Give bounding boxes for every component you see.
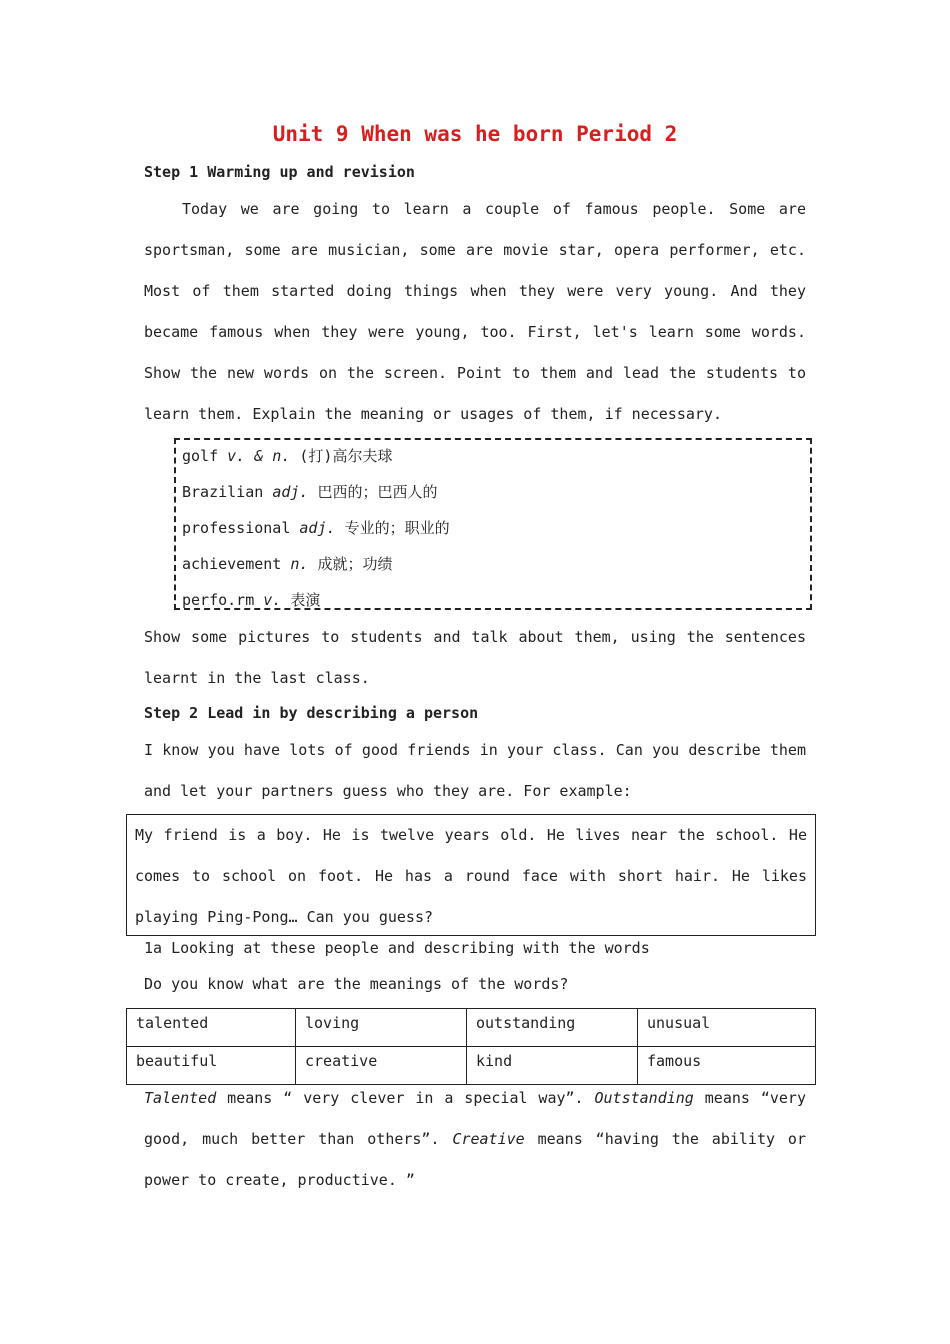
- step2-paragraph: I know you have lots of good friends in your class. Can you describe them and let your partners guess who they are. For example:: [144, 741, 806, 800]
- table-cell: outstanding: [467, 1009, 638, 1047]
- page-title: Unit 9 When was he born Period 2: [272, 122, 678, 146]
- table-row: [127, 1009, 816, 1047]
- table-cell: creative: [296, 1047, 467, 1085]
- step2-heading: Step 2 Lead in by describing a person: [144, 704, 479, 722]
- word-table: [126, 1008, 816, 1085]
- table-cell: talented: [127, 1009, 296, 1047]
- activity-1a: 1a Looking at these people and describing with the words: [144, 939, 650, 957]
- step1-paragraph: Today we are going to learn a couple of famous people. Some are sportsman, some are musician, some are movie star, opera performer, etc. Most of them started doing things when they were very young. And they became famous when they were young, too. First, let's learn some words. Show the new words on the screen. Point to them and lead the students to learn them. Explain the meaning or usages of them, if necessary.: [144, 200, 806, 423]
- vocab-item: achievement n. 成就；功绩: [182, 555, 393, 573]
- vocab-item: professional adj. 专业的；职业的: [182, 519, 450, 537]
- table-cell: beautiful: [127, 1047, 296, 1085]
- definitions-paragraph: Talented means “ very clever in a special way”. Outstanding means “very good, much better than others”. Creative means “having the ability or power to create, productive. ”: [144, 1089, 806, 1189]
- table-cell: loving: [296, 1009, 467, 1047]
- table-cell: kind: [467, 1047, 638, 1085]
- table-cell: unusual: [638, 1009, 816, 1047]
- table-cell: famous: [638, 1047, 816, 1085]
- question: Do you know what are the meanings of the words?: [144, 975, 569, 993]
- vocab-item: Brazilian adj. 巴西的；巴西人的: [182, 483, 438, 501]
- vocab-box: [174, 438, 812, 610]
- example-box: My friend is a boy. He is twelve years old. He lives near the school. He comes to school on foot. He has a round face with short hair. He likes playing Ping-Pong… Can you guess?: [126, 814, 816, 936]
- vocab-item: golf v. & n. (打)高尔夫球: [182, 447, 393, 465]
- after-vocab-paragraph: Show some pictures to students and talk about them, using the sentences learnt in the last class.: [144, 628, 806, 687]
- vocab-item: perfo.rm v. 表演: [182, 591, 321, 609]
- step1-heading: Step 1 Warming up and revision: [144, 163, 415, 181]
